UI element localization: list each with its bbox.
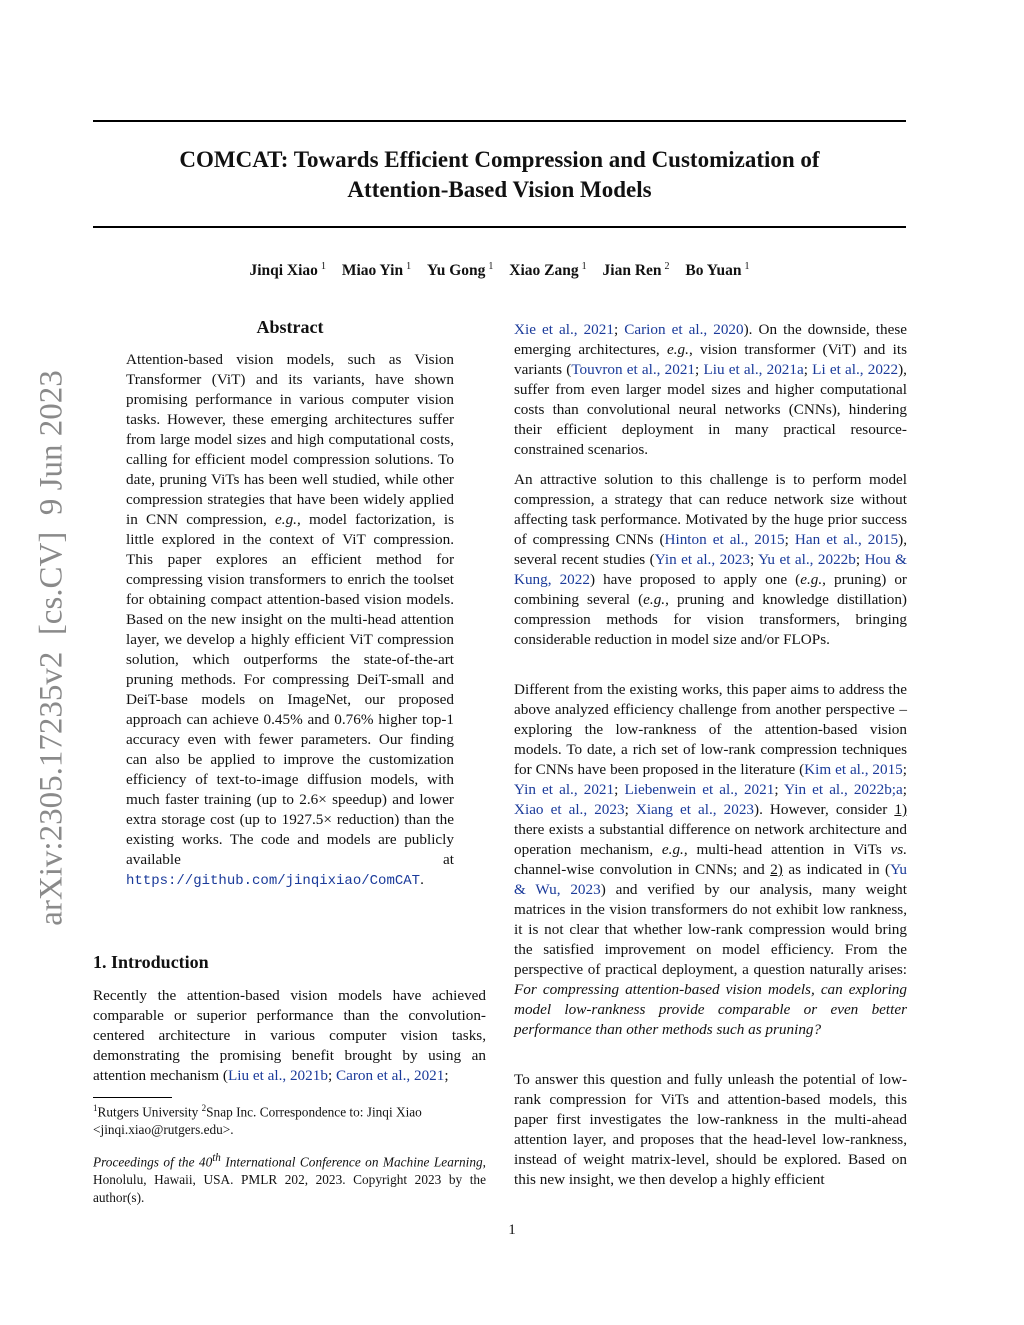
author-list [93,261,906,280]
abstract-body: Attention-based vision models, such as Vision Transformer (ViT) and its variants, have shown promising performance in various computer vision tasks. However, these emerging architectures suffer from large model sizes and high computational costs, calling for efficient model compression solutions. To date, pruning ViTs has been well studied, while other compression strategies that have been widely applied in CNN compression, e.g., model factorization, is little explored in the context of ViT compression. This paper explores an efficient method for compressing vision transformers to enrich the toolset for obtaining compact attention-based vision models. Based on the new insight on the multi-head attention layer, we develop a highly efficient ViT compression solution, which outperforms the state-of-the-art pruning methods. For compressing DeiT-small and DeiT-base models on ImageNet, our proposed approach can achieve 0.45% and 0.76% higher top-1 accuracy even with fewer parameters. Our finding can also be applied to improve the customization efficiency of text-to-image diffusion models, with much faster training (up to 2.6× speedup) and lower extra storage cost (up to 1927.5× reduction) than the existing works. The code and models are publicly available at https://github.com/jinqixiao/ComCAT. [126,351,454,889]
arxiv-stamp-text: arXiv:2305.17235v2 [cs.CV] 9 Jun 2023 [33,370,70,926]
title-top-rule [93,120,906,122]
citation-link[interactable]: Hinton et al., 2015 [664,531,785,548]
title-bottom-rule [93,226,906,228]
research-question: For compressing attention-based vision models, can exploring model low-rankness provide comparable or even better performance than other methods such as pruning? [514,981,907,1038]
affiliation-footnote: $^1$Rutgers University $^2$Snap Inc. Correspondence to: Jinqi Xiao <jinqi.xiao@rutgers.edu>. [93,1103,422,1138]
abstract-heading: Abstract [256,317,324,337]
code-link[interactable]: https://github.com/jinqixiao/ComCAT [126,873,421,889]
citation-link[interactable]: Hou & Kung, 2022 [514,551,907,588]
author: Yu Gong $^1$ [426,261,494,280]
page-number: 1 [508,1222,516,1238]
col2-paragraph-2: An attractive solution to this challenge is to perform model compression, a strategy that can reduce network size without affecting task performance. Motivated by the huge prior success of compressing CNNs (Hinton et al., 2015; Han et al., 2015), several recent studies (Yin et al., 2023; Yu et al., 2022b; Hou & Kung, 2022) have proposed to apply one (e.g., pruning) or combining several (e.g., pruning and knowledge distillation) compression methods for vision transformers, bringing considerable reduction in model size and/or FLOPs. [514,471,908,648]
proceedings-note: Proceedings of the 40th International Conference on Machine Learning, Honolulu, Hawaii, USA. PMLR 202, 2023. Copyright 2023 by the author(s). [93,1152,486,1206]
citation-link[interactable]: Caron et al., 2021 [335,1067,445,1084]
citation-link[interactable]: Carion et al., 2020 [624,321,744,338]
col2-paragraph-4: To answer this question and fully unleash the potential of low-rank compression for ViTs and attention-based models, this paper first investigates the low-rankness in the multi-ahead attention layer, and proposes that the head-level low-rankness, instead of weight matrix-level, should be explored. Based on this new insight, we then develop a highly efficient [514,1071,907,1188]
citation-link[interactable]: Yin et al., 2021 [514,781,615,798]
intro-paragraph: Recently the attention-based vision models have achieved comparable or superior performance than the convolution-centered architecture in various computer vision tasks, demonstrating the promising benefit brought by using an attention mechanism (Liu et al., 2021b; Caron et al., 2021; [93,987,486,1084]
citation-link[interactable]: Han et al., 2015 [794,531,899,548]
citation-link[interactable]: Touvron et al., 2021 [571,361,696,378]
author: Xiao Zang $^1$ [509,261,587,280]
title-line-1: COMCAT: Towards Efficient Compression and Customization of [179,147,820,172]
title-line-2: Attention-Based Vision Models [347,177,652,202]
citation-link[interactable]: Yin et al., 2023 [654,551,750,568]
author: Jinqi Xiao $^1$ [249,261,326,280]
citation-link[interactable]: Li et al., 2022 [812,361,899,378]
citation-link[interactable]: Liu et al., 2021a [703,361,804,378]
citation-link[interactable]: Yu et al., 2022b [758,551,856,568]
author: Miao Yin $^1$ [341,261,412,280]
col2-paragraph-3: Different from the existing works, this paper aims to address the above analyzed efficiency challenge from another perspective – exploring the low-rankness of the attention-based vision models. To date, a rich set of low-rank compression techniques for CNNs have been proposed in the literature (Kim et al., 2015; Yin et al., 2021; Liebenwein et al., 2021; Yin et al., 2022b;a; Xiao et al., 2023; Xiang et al., 2023). However, consider 1) there exists a substantial difference on network architecture and operation mechanism, e.g., multi-head attention in ViTs vs. channel-wise convolution in CNNs; and 2) as indicated in (Yu & Wu, 2023) and verified by our analysis, many weight matrices in the vision transformers do not exhibit low rankness, it is not clear that whether low-rank compression would bring the satisfied improvement on model efficiency. From the perspective of practical deployment, a question naturally arises: For compressing attention-based vision models, can exploring model low-rankness provide comparable or even better performance than other methods such as pruning? [514,681,908,1038]
citation-link[interactable]: Liu et al., 2021b [227,1067,328,1084]
citation-link[interactable]: Yu & Wu, 2023 [514,861,907,898]
footnote-rule [93,1097,172,1098]
author: Bo Yuan $^1$ [685,261,750,280]
citation-link[interactable]: Yin et al., 2022b;a [784,781,903,798]
citation-link[interactable]: Xiao et al., 2023 [514,801,625,818]
citation-link[interactable]: Kim et al., 2015 [804,761,903,778]
intro-heading: 1. Introduction [93,952,209,972]
author: Jian Ren $^2$ [602,261,670,280]
citation-link[interactable]: Liebenwein et al., 2021 [624,781,775,798]
citation-link[interactable]: Xiang et al., 2023 [635,801,755,818]
paper-title [93,145,906,205]
citation-link[interactable]: Xie et al., 2021 [514,321,614,338]
col2-paragraph-1: Xie et al., 2021; Carion et al., 2020). On the downside, these emerging architectures, e.g., vision transformer (ViT) and its variants (Touvron et al., 2021; Liu et al., 2021a; Li et al., 2022), suffer from even larger model sizes and higher computational costs than convolutional neural networks (CNNs), hindering their efficient deployment in many practical resource-constrained scenarios. [514,321,908,458]
